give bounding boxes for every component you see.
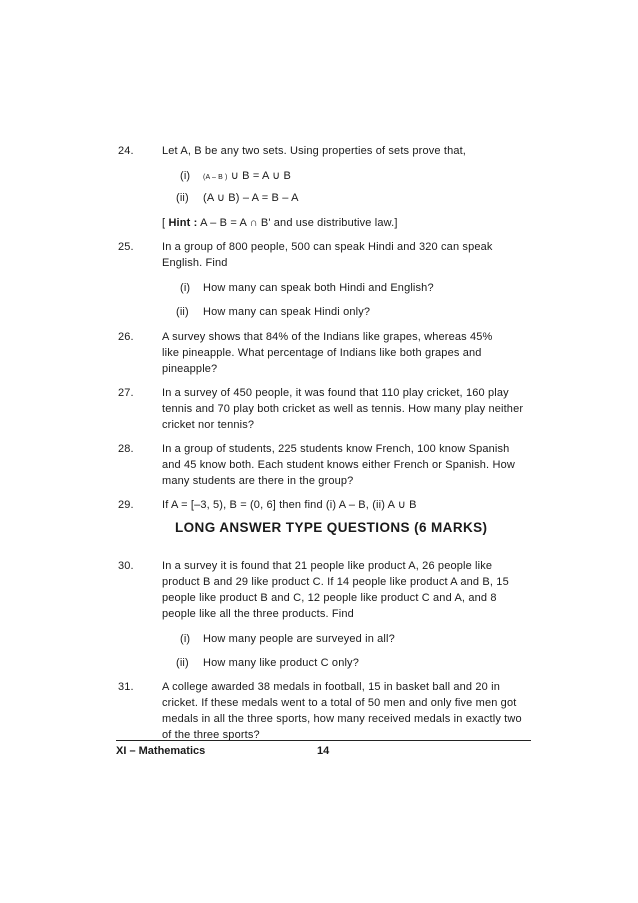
sub-question-text <box>203 169 291 185</box>
sub-question-text: How many can speak Hindi only? <box>203 306 371 318</box>
question-text: and 45 know both. Each student knows either French or Spanish. How <box>162 459 515 471</box>
question-text: In a survey of 450 people, it was found that 110 play cricket, 160 play <box>162 387 509 399</box>
question-text: like pineapple. What percentage of Indians like both grapes and <box>162 347 482 359</box>
question-text: many students are there in the group? <box>162 475 354 487</box>
hint-text: A – B = A ∩ B' and use distributive law.] <box>200 217 398 229</box>
sub-question-label: (i) <box>180 282 191 294</box>
question-text: In a group of 800 people, 500 can speak Hindi and 320 can speak <box>162 241 493 253</box>
question-number: 26. <box>118 331 134 343</box>
sub-question-label: (i) <box>180 170 191 182</box>
question-number: 24. <box>118 145 134 157</box>
question-text: If A = [–3, 5), B = (0, 6] then find (i) A – B, (ii) A ∪ B <box>162 499 417 511</box>
hint-line <box>162 216 398 230</box>
question-text: people like product B and C, 12 people like product C and A, and 8 <box>162 592 497 604</box>
sub-question-label: (ii) <box>176 192 189 204</box>
question-text: cricket nor tennis? <box>162 419 255 431</box>
footer-subject: XI – Mathematics <box>116 745 206 757</box>
question-number: 29. <box>118 499 134 511</box>
question-text: people like all the three products. Find <box>162 608 354 620</box>
page-number: 14 <box>317 745 330 757</box>
footer-rule <box>116 740 531 741</box>
question-text: In a survey it is found that 21 people like product A, 26 people like <box>162 560 493 572</box>
question-text: In a group of students, 225 students know French, 100 know Spanish <box>162 443 510 455</box>
question-text: medals in all the three sports, how many received medals in exactly two <box>162 713 522 725</box>
question-number: 30. <box>118 560 134 572</box>
sub-question-text: (A ∪ B) – A = B – A <box>203 192 299 204</box>
sub-question-text: How many like product C only? <box>203 657 359 669</box>
sub-question-text: How many people are surveyed in all? <box>203 633 395 645</box>
hint-bracket: [ <box>162 217 166 229</box>
section-heading: LONG ANSWER TYPE QUESTIONS (6 MARKS) <box>175 520 488 535</box>
question-number: 25. <box>118 241 134 253</box>
question-text: English. Find <box>162 257 228 269</box>
question-number: 28. <box>118 443 134 455</box>
question-text: product B and 29 like product C. If 14 people like product A and B, 15 <box>162 576 509 588</box>
sub-question-label: (ii) <box>176 306 189 318</box>
question-text: Let A, B be any two sets. Using properties of sets prove that, <box>162 145 467 157</box>
question-text: tennis and 70 play both cricket as well as tennis. How many play neither <box>162 403 524 415</box>
question-text: A college awarded 38 medals in football, 15 in basket ball and 20 in <box>162 681 500 693</box>
question-number: 31. <box>118 681 134 693</box>
question-number: 27. <box>118 387 134 399</box>
question-text: cricket. If these medals went to a total of 50 men and only five men got <box>162 697 517 709</box>
sub-question-text: How many can speak both Hindi and English? <box>203 282 434 294</box>
question-text: A survey shows that 84% of the Indians like grapes, whereas 45% <box>162 331 493 343</box>
hint-label: Hint : <box>168 217 198 229</box>
set-expression-small: (A – B ) <box>203 174 228 181</box>
set-expression: ∪ B = A ∪ B <box>230 170 292 182</box>
question-text: pineapple? <box>162 363 218 375</box>
question-text: of the three sports? <box>162 729 260 741</box>
sub-question-label: (ii) <box>176 657 189 669</box>
sub-question-label: (i) <box>180 633 191 645</box>
